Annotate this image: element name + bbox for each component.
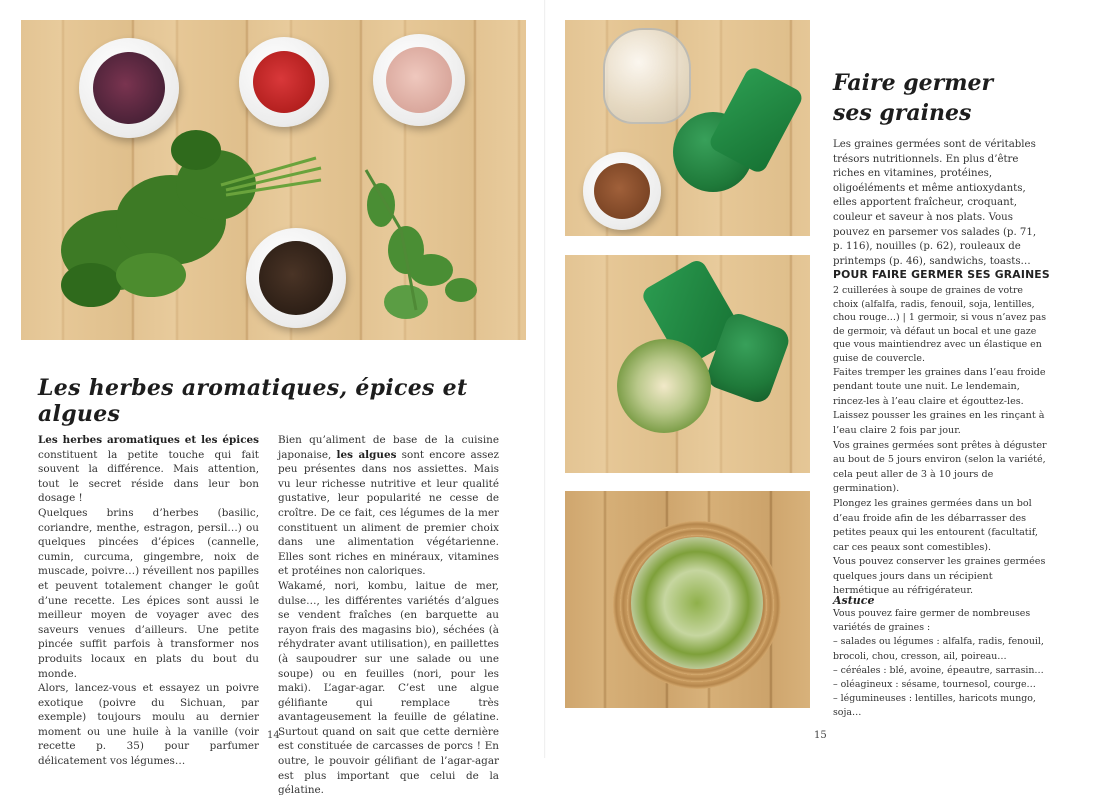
paragraph-text: Wakamé, nori, kombu, laitue de mer, dulse…, les différentes variétés d’algues se vendent fraîches (en barquette au rayon frais des magasins bio), séchées (à réhydrater avant utilisation), en paillettes (à saupoudrer sur une salade ou une soupe) ou en feuilles (nori, pour les maki). L’agar-agar. C’est une algue gélifiante qui remplace très avantageusement la feuille de gélatine. Surtout quand on sait que cette dernière est constituée de carcasses de porcs ! En outre, le pouvoir gélifiant de l’agar-agar est plus important que celui de la gélatine.	[278, 579, 499, 797]
astuce-intro: Vous pouvez faire germer de nombreuses variétés de graines :	[833, 608, 1031, 634]
title-line-2: ses graines	[833, 100, 972, 126]
herbs-spices-photo	[21, 20, 526, 340]
sprouts-basket-photo	[565, 491, 810, 708]
title-line-1: Faire germer	[833, 70, 994, 96]
paragraph	[278, 579, 499, 798]
left-page	[0, 0, 545, 797]
step: Plongez les graines germées dans un bol d’eau froide afin de les débarrasser des petites peaux qui les entourent (facultatif, car ces peaux sont comestibles).	[833, 497, 1038, 553]
paragraph	[278, 433, 499, 579]
right-page	[546, 0, 1093, 758]
lead-algues: les algues	[336, 448, 397, 461]
left-column-2	[278, 433, 499, 798]
right-page-title	[833, 68, 1073, 128]
paragraph-text: Quelques brins d’herbes (basilic, coriandre, menthe, estragon, persil…) ou quelques pincées d’épices (cannelle, cumin, curcuma, gingembre, noix de muscade, poivre…) réveillent nos papilles et peuvent totalement changer le goût d’une recette. Les épices sont aussi le meilleur moyen de voyager avec des saveurs venues d’ailleurs. Une petite pincée suffit parfois à transformer nos produits locaux en plats du bout du monde.	[38, 506, 259, 680]
astuce-box	[833, 594, 1053, 721]
paragraph	[38, 506, 259, 681]
step: Vous pouvez conserver les graines germées quelques jours dans un récipient hermétique au réfrigérateur.	[833, 556, 1046, 597]
list-item: – oléagineux : sésame, tournesol, courge…	[833, 679, 1036, 691]
sprouts-pile	[631, 537, 763, 669]
glass-jar	[603, 28, 691, 124]
page-number-right: 15	[814, 730, 827, 741]
intro-paragraph: Les graines germées sont de véritables trésors nutritionnels. En plus d’être riches en vitamines, protéines, oligoéléments et même antioxydants, elles apportent fraîcheur, croquant, couleur et saveur à nos plats. Vous pouvez en parsemer vos salades (p. 71, p. 116), nouilles (p. 62), rouleaux de printemps (p. 46), sandwichs, toasts…	[833, 139, 1037, 267]
list-item: – céréales : blé, avoine, épeautre, sarrasin…	[833, 664, 1044, 676]
step: Laissez pousser les graines en les rinçant à l’eau claire 2 fois par jour.	[833, 410, 1045, 436]
step: Faites tremper les graines dans l’eau froide pendant toute une nuit. Le lendemain, rincez-les à l’eau claire et égouttez-les.	[833, 366, 1046, 407]
steps	[833, 366, 1051, 600]
jar-germoir-photo	[565, 20, 810, 236]
paragraph-text: Bien qu’aliment de base de la cuisine japonaise,	[278, 434, 499, 461]
astuce-title: Astuce	[833, 594, 875, 607]
method-section	[833, 268, 1053, 599]
section-heading: POUR FAIRE GERMER SES GRAINES	[833, 268, 1050, 281]
list-item: – légumineuses : lentilles, haricots mungo, soja…	[833, 693, 1036, 719]
paragraph	[38, 681, 259, 769]
left-column-1	[38, 433, 259, 769]
parsley-bunch-illustration	[21, 20, 526, 340]
list-item: – salades ou légumes : alfalfa, radis, fenouil, brocoli, chou, cresson, ail, poireau…	[833, 636, 1044, 662]
sprouts-jar	[617, 339, 711, 433]
paragraph-text: constituent la petite touche qui fait souvent la différence. Mais attention, tout le secret réside dans leur bon dosage !	[38, 448, 259, 505]
astuce-list	[833, 635, 1051, 720]
paragraph-text: sont encore assez peu présentes dans nos assiettes. Mais vu leur richesse nutritive et leur qualité gustative, leur popularité ne cesse de croître. De ce fait, ces légumes de la mer constituent un aliment de premier choix dans une alimentation végétarienne. Elles sont riches en minéraux, vitamines et protéines non caloriques.	[278, 448, 499, 578]
lead-herbs: Les herbes aromatiques et les épices	[38, 434, 259, 446]
bowl-seeds	[583, 152, 661, 230]
step: Vos graines germées sont prêtes à déguster au bout de 5 jours environ (selon la variété, cela peut aller de 3 à 10 jours de germination).	[833, 439, 1047, 495]
ingredients: 2 cuillerées à soupe de graines de votre choix (alfalfa, radis, fenouil, soja, lentilles, chou rouge…) | 1 germoir, si vous n’avez pas de germoir, và défaut un bocal et une gaze que vous maintiendrez avec un élastique en guise de couvercle.	[833, 285, 1047, 364]
paragraph	[38, 433, 259, 506]
sprouts-jar-photo	[565, 255, 810, 473]
left-page-title: Les herbes aromatiques, épices et algues	[38, 375, 468, 427]
paragraph-text: Alors, lancez-vous et essayez un poivre exotique (poivre du Sichuan, par exemple) toujours moulu au dernier moment ou une huile à la vanille (voir recette p. 35) pour parfumer délicatement vos légumes…	[38, 682, 259, 768]
page-number-left: 14	[267, 730, 280, 741]
